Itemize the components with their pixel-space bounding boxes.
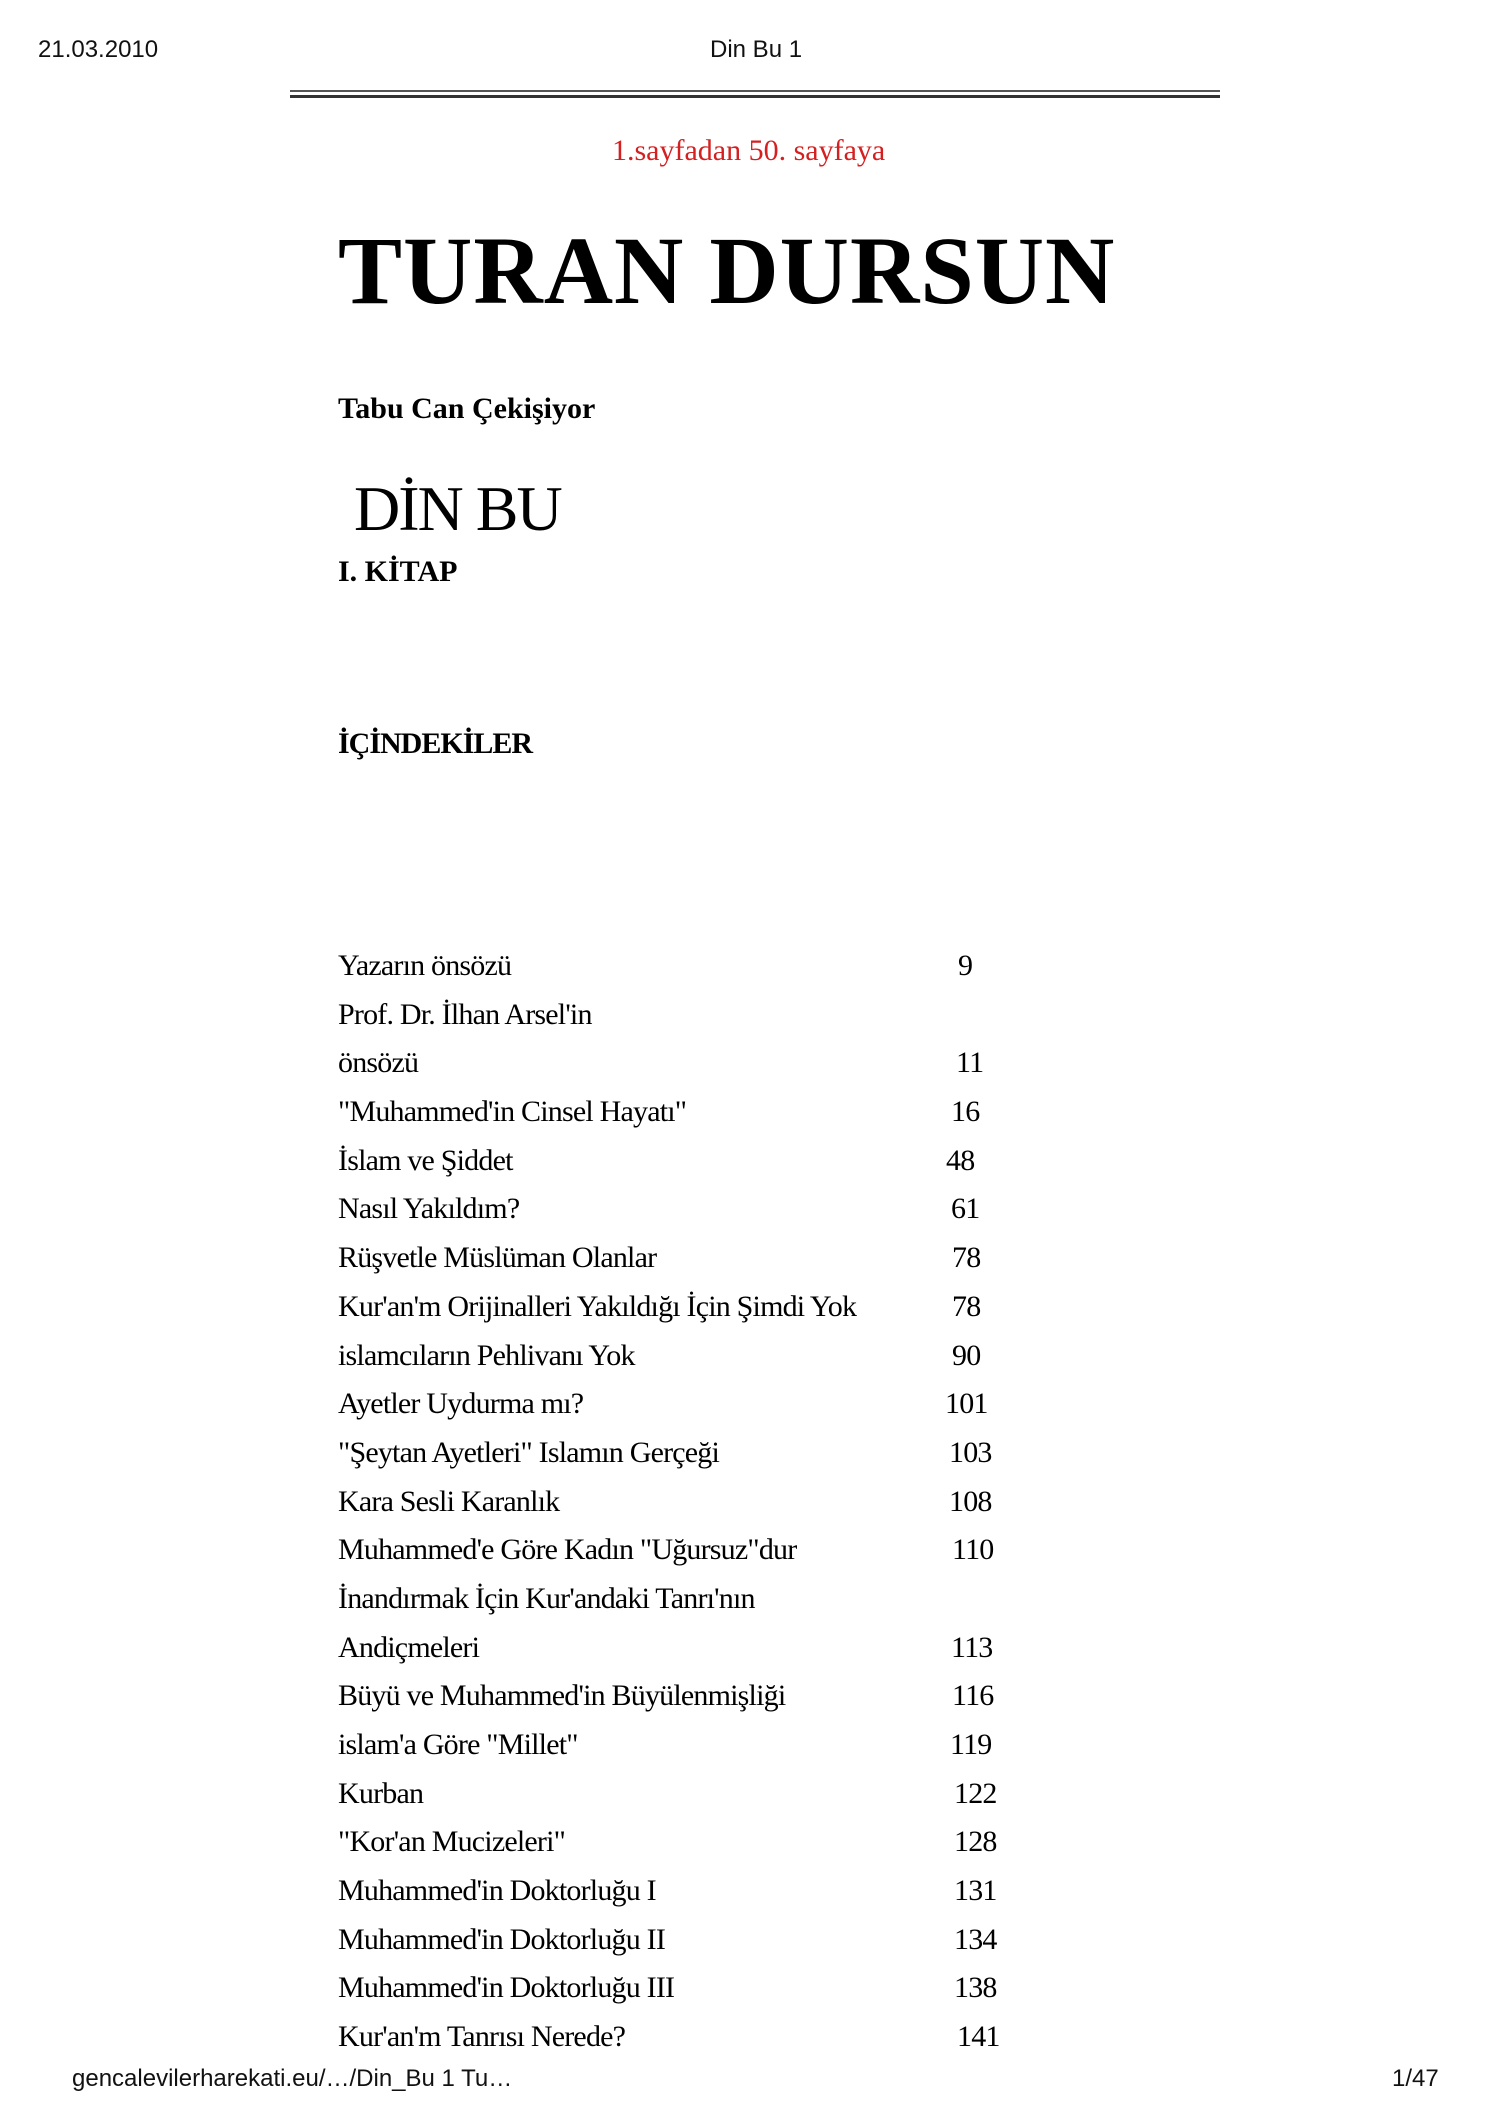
toc-entry-page: 113 — [951, 1630, 993, 1664]
toc-entry-title[interactable]: Muhammed'in Doktorluğu II — [338, 1922, 666, 1956]
toc-entry[interactable] — [338, 946, 1038, 995]
toc-entry-title[interactable]: Prof. Dr. İlhan Arsel'in — [338, 997, 592, 1031]
toc-entry-title[interactable]: Andiçmeleri — [338, 1630, 480, 1664]
toc-entry-title[interactable]: Kurban — [338, 1776, 424, 1810]
toc-entry-page: 138 — [954, 1971, 997, 2005]
print-url: gencalevilerharekati.eu/…/Din_Bu 1 Tu… — [72, 2065, 513, 2092]
toc-entry[interactable] — [338, 995, 1038, 1044]
toc-entry[interactable] — [338, 1482, 1038, 1531]
toc-heading: İÇİNDEKİLER — [338, 727, 533, 760]
toc-entry-page: 108 — [949, 1484, 992, 1518]
toc-entry-page: 9 — [958, 949, 973, 982]
toc-entry-title[interactable]: "Kor'an Mucizeleri" — [338, 1825, 566, 1859]
toc-entry-page: 78 — [952, 1241, 981, 1275]
toc-entry-page: 122 — [954, 1776, 997, 1810]
toc-entry-title[interactable]: önsözü — [338, 1046, 419, 1080]
toc-entry-page: 48 — [946, 1143, 975, 1177]
toc-entry-title[interactable]: Büyü ve Muhammed'in Büyülenmişliği — [338, 1679, 786, 1713]
toc-entry-page: 101 — [945, 1387, 988, 1421]
top-divider — [290, 90, 1220, 92]
toc-entry-title[interactable]: Muhammed'in Doktorluğu III — [338, 1971, 675, 2005]
toc-entry[interactable] — [338, 1141, 1038, 1190]
toc-entry-title[interactable]: İslam ve Şiddet — [338, 1143, 513, 1177]
toc-entry-title[interactable]: Kur'an'm Tanrısı Nerede? — [338, 2020, 626, 2054]
toc-entry-page: 119 — [950, 1728, 992, 1761]
toc-entry-title[interactable]: Ayetler Uydurma mı? — [338, 1387, 584, 1421]
toc-entry[interactable] — [338, 1238, 1038, 1287]
toc-entry-title[interactable]: islamcıların Pehlivanı Yok — [338, 1338, 635, 1372]
toc-entry[interactable] — [338, 1871, 1038, 1920]
toc-entry-page: 16 — [951, 1095, 980, 1129]
print-title: Din Bu 1 — [710, 36, 803, 63]
toc-entry-title[interactable]: Kur'an'm Orijinalleri Yakıldığı İçin Şimdi Yok — [338, 1289, 857, 1323]
toc-entry[interactable] — [338, 1189, 1038, 1238]
tagline: Tabu Can Çekişiyor — [338, 392, 596, 425]
toc-entry[interactable] — [338, 1920, 1038, 1969]
toc-entry[interactable] — [338, 1579, 1038, 1628]
toc-entry[interactable] — [338, 1725, 1038, 1774]
book-title: DİN BU — [354, 473, 561, 544]
toc-entry-title[interactable]: Muhammed'e Göre Kadın "Uğursuz"dur — [338, 1533, 797, 1567]
toc-entry-page: 11 — [956, 1046, 984, 1080]
toc-entry-title[interactable]: islam'a Göre "Millet" — [338, 1728, 578, 1761]
toc-entry[interactable] — [338, 1336, 1038, 1385]
toc-entry-page: 90 — [952, 1338, 981, 1372]
toc-entry[interactable] — [338, 1968, 1038, 2017]
toc-entry-title[interactable]: Nasıl Yakıldım? — [338, 1192, 520, 1226]
toc-entry-title[interactable]: Kara Sesli Karanlık — [338, 1484, 560, 1518]
volume-label: I. KİTAP — [338, 555, 458, 588]
toc-entry-page: 141 — [957, 2020, 1000, 2054]
toc-entry[interactable] — [338, 1822, 1038, 1871]
page-range-link[interactable]: 1.sayfadan 50. sayfaya — [612, 134, 886, 167]
toc-entry-title[interactable]: "Muhammed'in Cinsel Hayatı" — [338, 1095, 687, 1129]
toc-entry[interactable] — [338, 2017, 1038, 2066]
toc-entry-page: 128 — [954, 1825, 997, 1859]
toc-entry[interactable] — [338, 1774, 1038, 1823]
toc-entry[interactable] — [338, 1676, 1038, 1725]
toc-entry-title[interactable]: Yazarın önsözü — [338, 949, 512, 982]
toc-entry[interactable] — [338, 1530, 1038, 1579]
toc-entry-title[interactable]: Muhammed'in Doktorluğu I — [338, 1874, 656, 1908]
toc-entry-page: 78 — [952, 1289, 981, 1323]
toc-entry[interactable] — [338, 1043, 1038, 1092]
toc-entry-page: 134 — [954, 1922, 997, 1956]
top-divider-thick — [290, 95, 1220, 98]
toc-entry-title[interactable]: "Şeytan Ayetleri" Islamın Gerçeği — [338, 1435, 720, 1469]
print-page-number: 1/47 — [1392, 2065, 1439, 2092]
toc-entry-title[interactable]: İnandırmak İçin Kur'andaki Tanrı'nın — [338, 1581, 755, 1615]
toc-entry[interactable] — [338, 1384, 1038, 1433]
toc-entry[interactable] — [338, 1628, 1038, 1677]
print-date: 21.03.2010 — [38, 36, 159, 63]
toc-entry-page: 116 — [952, 1679, 994, 1713]
table-of-contents — [338, 946, 1038, 2066]
toc-entry[interactable] — [338, 1433, 1038, 1482]
toc-entry-page: 61 — [951, 1192, 980, 1226]
toc-entry-page: 103 — [949, 1435, 992, 1469]
toc-entry-page: 131 — [954, 1874, 997, 1908]
toc-entry-page: 110 — [952, 1533, 994, 1567]
toc-entry[interactable] — [338, 1287, 1038, 1336]
toc-entry-title[interactable]: Rüşvetle Müslüman Olanlar — [338, 1241, 657, 1275]
toc-entry[interactable] — [338, 1092, 1038, 1141]
author-title: TURAN DURSUN — [338, 217, 1116, 324]
